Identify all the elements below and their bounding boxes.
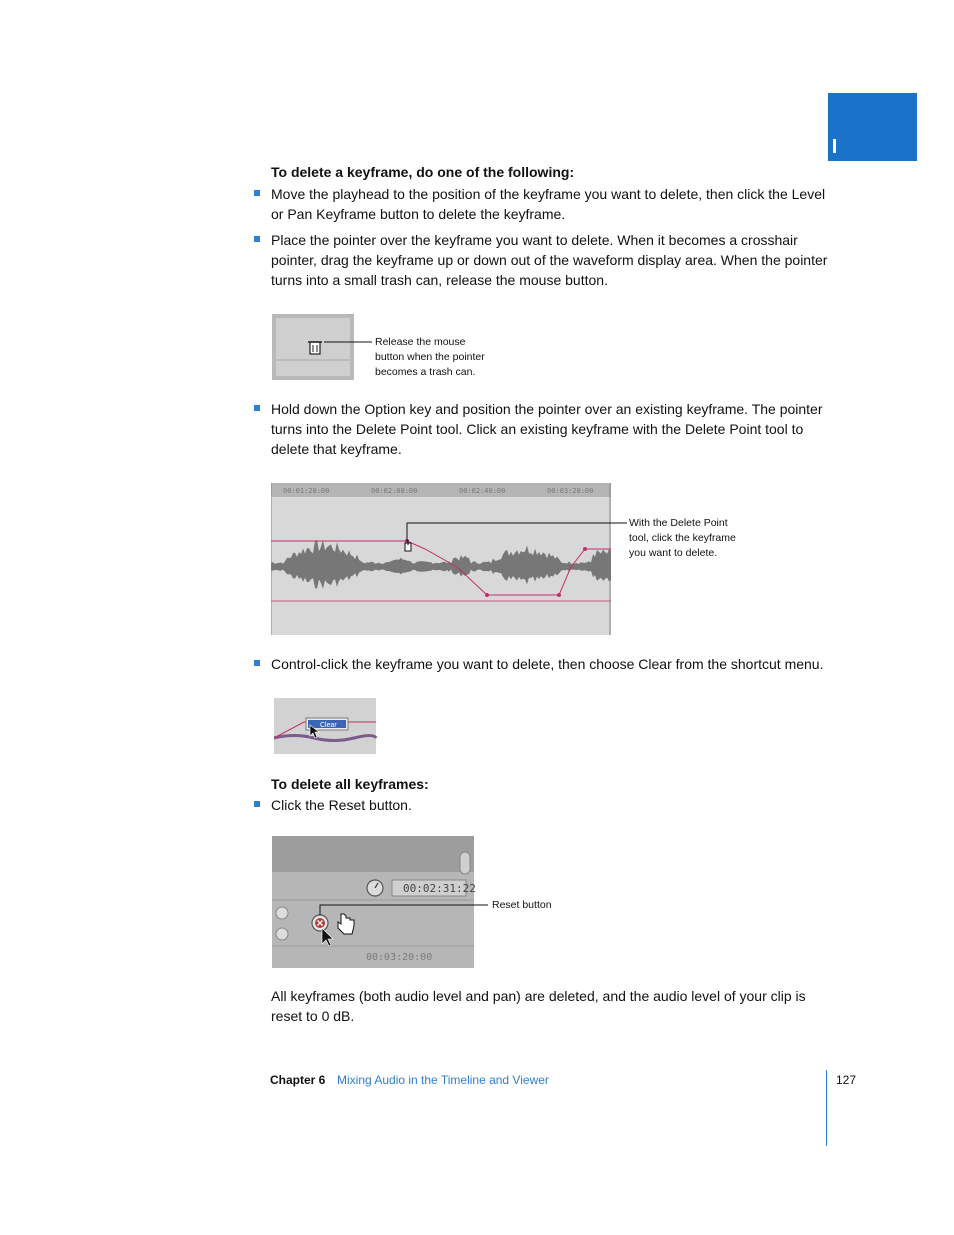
closing-paragraph: All keyframes (both audio level and pan) are deleted, and the audio level of your clip is reset to 0 dB. [271,988,806,1024]
menu-item-clear-label: Clear [320,722,337,729]
bullet-square-icon [254,405,260,411]
ruler-tick-4: 00:03:20:00 [547,487,594,495]
footer-divider [826,1070,827,1146]
timecode-value: 00:02:31:22 [403,882,476,895]
keyframe-point [485,593,489,597]
ruler-tick-1: 00:01:20:00 [283,487,330,495]
callout-delete-point: With the Delete Point tool, click the keyframe you want to delete. [629,517,736,559]
heading-delete-keyframe: To delete a keyframe, do one of the following: [271,164,575,180]
callout-trash-can: Release the mouse button when the pointer becomes a trash can. [375,336,485,378]
waveform-timeline-figure [271,483,631,635]
ruler-tick-3: 00:02:40:00 [459,487,506,495]
keyframe-point [583,547,587,551]
footer-chapter-title: Mixing Audio in the Timeline and Viewer [337,1073,549,1087]
ruler-timecode: 00:03:20:00 [366,952,433,963]
callout-reset: Reset button [492,899,552,911]
heading-delete-all: To delete all keyframes: [271,776,429,792]
trash-can-icon [308,342,322,354]
ruler-tick-2: 00:02:00:00 [371,487,418,495]
chapter-tab-marker [828,93,917,161]
reset-button [312,915,328,931]
scroll-handle [460,852,470,874]
keyframe-nav-icon [276,907,288,919]
bullet-square-icon [254,801,260,807]
bullet-square-icon [254,236,260,242]
keyframe-nav-icon [276,928,288,940]
page-number: 127 [836,1073,857,1087]
trash-can-pointer-figure [272,314,382,384]
bullet-square-icon [254,660,260,666]
footer-chapter: Chapter 6 [270,1073,326,1087]
shortcut-menu-figure [274,698,378,756]
bullet-square-icon [254,190,260,196]
keyframe-point [557,593,561,597]
stopwatch-icon [367,880,383,896]
